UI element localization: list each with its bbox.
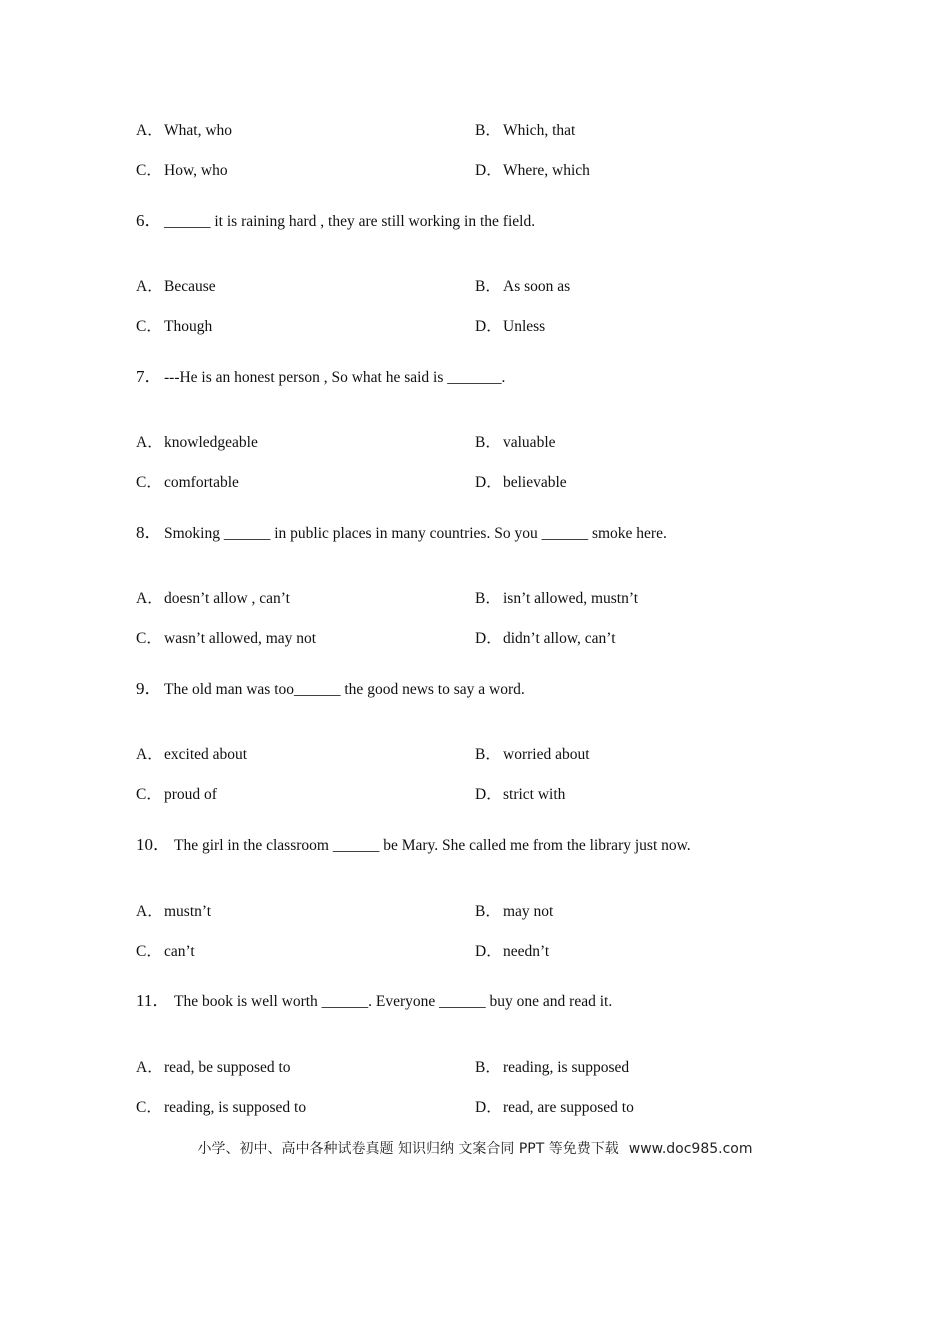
- q6-options-row-1: [136, 274, 856, 296]
- q7-option-b: B． valuable: [475, 434, 556, 451]
- q9-options-row-2: [136, 782, 856, 804]
- q10-option-b: B． may not: [475, 903, 554, 920]
- q11-options-row-1: [136, 1055, 856, 1077]
- q6-option-a: A．Because: [136, 278, 216, 295]
- q7-option-a: A．knowledgeable: [136, 434, 258, 451]
- q7-options-row-1: [136, 430, 856, 452]
- q5-option-c: C． How, who: [136, 162, 228, 179]
- q11-options-row-2: [136, 1095, 856, 1117]
- q10-option-d: D．needn’t: [475, 943, 550, 960]
- q7-option-c: C． comfortable: [136, 474, 239, 491]
- q7-options-row-2: [136, 470, 856, 492]
- q9-option-c: C． proud of: [136, 786, 217, 803]
- q9-stem: 9． The old man was too______ the good news to say a word.: [136, 679, 525, 698]
- q7-stem: 7． ---He is an honest person , So what he said is _______.: [136, 367, 506, 386]
- q9-option-a: A．excited about: [136, 746, 248, 763]
- q6-option-d: D．Unless: [475, 318, 546, 335]
- q9-option-d: D．strict with: [475, 786, 566, 803]
- q6-options-row-2: [136, 314, 856, 336]
- q9-options-row-1: [136, 742, 856, 764]
- q11-option-a: A．read, be supposed to: [136, 1059, 291, 1076]
- q8-options-row-2: [136, 626, 856, 648]
- q6-option-c: C． Though: [136, 318, 213, 335]
- q10-option-c: C． can’t: [136, 943, 195, 960]
- q5-option-b: B． Which, that: [475, 122, 576, 139]
- q5-options-row-2: [136, 158, 856, 180]
- q8-stem: 8． Smoking ______ in public places in many countries. So you ______ smoke here.: [136, 523, 667, 542]
- q8-option-a: A．doesn’t allow , can’t: [136, 590, 290, 607]
- q11-option-c: C． reading, is supposed to: [136, 1099, 307, 1116]
- q5-options-row-1: [136, 118, 856, 140]
- q6-option-b: B． As soon as: [475, 278, 571, 295]
- q5-option-a: A．What, who: [136, 122, 233, 139]
- q11-stem: 11． The book is well worth ______. Everyone ______ buy one and read it.: [136, 991, 613, 1010]
- q7-option-d: D．believable: [475, 474, 567, 491]
- footer-url[interactable]: www.doc985.com: [628, 1141, 753, 1157]
- q10-stem: 10． The girl in the classroom ______ be Mary. She called me from the library just now.: [136, 835, 691, 854]
- q11-option-b: B． reading, is supposed: [475, 1059, 630, 1076]
- page-footer: [0, 1138, 950, 1158]
- q10-option-a: A．mustn’t: [136, 903, 212, 920]
- footer-text: 小学、初中、高中各种试卷真题 知识归纳 文案合同 PPT 等免费下载: [197, 1141, 619, 1157]
- q8-options-row-1: [136, 586, 856, 608]
- q5-option-d: D．Where, which: [475, 162, 590, 179]
- q10-options-row-2: [136, 939, 856, 961]
- q10-options-row-1: [136, 899, 856, 921]
- q11-option-d: D．read, are supposed to: [475, 1099, 634, 1116]
- q9-option-b: B． worried about: [475, 746, 590, 763]
- q8-option-d: D．didn’t allow, can’t: [475, 630, 616, 647]
- q8-option-c: C． wasn’t allowed, may not: [136, 630, 317, 647]
- q6-stem: 6． ______ it is raining hard , they are still working in the field.: [136, 211, 536, 230]
- q8-option-b: B． isn’t allowed, mustn’t: [475, 590, 639, 607]
